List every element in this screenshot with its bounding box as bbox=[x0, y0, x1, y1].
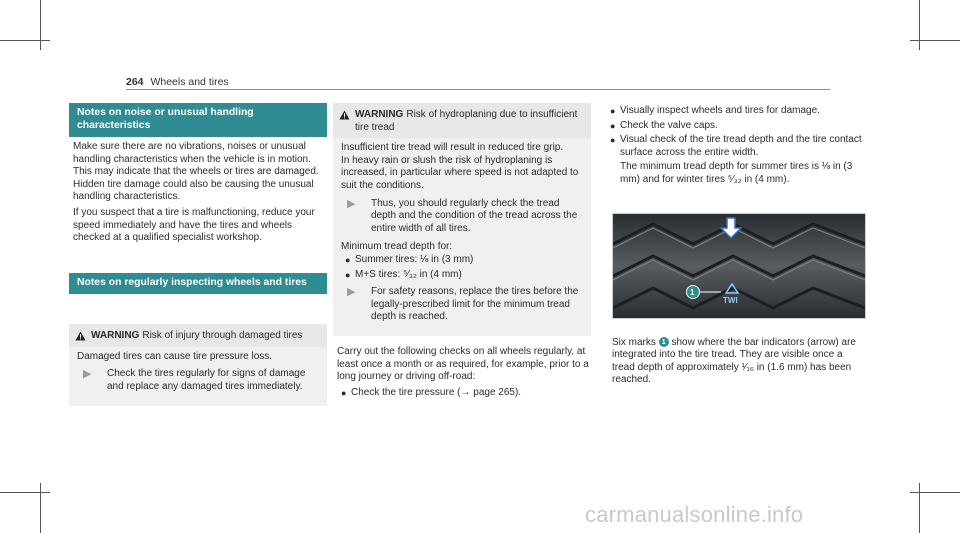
min-depth-label: Minimum tread depth for: bbox=[341, 241, 453, 253]
checks-list bbox=[337, 387, 589, 400]
watermark: carmanualsonline.info bbox=[585, 502, 804, 527]
bullet-icon: ● bbox=[345, 269, 351, 280]
warning-header bbox=[69, 324, 327, 347]
section-body-noise bbox=[69, 137, 327, 245]
crop-mark bbox=[40, 0, 41, 50]
warning-box-injury bbox=[69, 324, 327, 405]
paragraph: Make sure there are no vibrations, noises or unusual handling characteristics when the vehicle is in motion. This may indicate that the wheels or tires are damaged. Hidden tire damage could also be causing the unusual handling characteristics. bbox=[73, 141, 319, 203]
checks-section bbox=[333, 336, 591, 399]
warning-text: Damaged tires can cause tire pressure loss. bbox=[77, 350, 273, 362]
marker-1-icon: 1 bbox=[659, 337, 669, 347]
action-tip bbox=[77, 368, 321, 393]
tip-text: Thus, you should regularly check the tread depth and the condition of the tread across the entire width of all tires. bbox=[371, 197, 578, 234]
tip-text: Check the tires regularly for signs of damage and replace any damaged tires immediately. bbox=[107, 368, 306, 393]
page-header-title: Wheels and tires bbox=[150, 76, 229, 88]
crop-mark bbox=[40, 483, 41, 533]
crop-mark bbox=[910, 492, 960, 493]
warning-body bbox=[333, 138, 591, 336]
tire-tread-illustration bbox=[613, 214, 865, 318]
min-depth-list bbox=[341, 254, 585, 281]
list-item: ● Visually inspect wheels and tires for damage. bbox=[610, 105, 820, 116]
warning-text: In heavy rain or slush the risk of hydroplaning is increased, in particular where speed is not adapted to suit the conditions. bbox=[341, 154, 579, 191]
header-divider bbox=[126, 89, 830, 90]
column-right bbox=[606, 103, 868, 387]
paragraph: Carry out the following checks on all wheels regularly, at least once a month or as required, for example, prior to a long journey or driving off-road: bbox=[337, 345, 589, 383]
min-depth-text: The minimum tread depth for summer tires is ⅛ in (3 mm) and for winter tires ⁵⁄₃₂ in (4 mm). bbox=[620, 161, 853, 185]
crop-mark bbox=[919, 0, 920, 50]
bullet-icon: ● bbox=[345, 254, 351, 265]
warning-triangle-icon bbox=[75, 330, 91, 343]
crop-mark bbox=[919, 483, 920, 533]
arrow-right-icon: ▶ bbox=[347, 197, 356, 210]
warning-heading: Risk of hydroplaning due to insufficient tire tread bbox=[355, 109, 578, 133]
list-item: ● Check the tire pressure (→ page 265). bbox=[341, 386, 522, 398]
bullet-icon: ● bbox=[610, 135, 616, 146]
warning-heading: Risk of injury through damaged tires bbox=[142, 330, 303, 342]
column-middle bbox=[333, 103, 591, 401]
photo-caption: Six marks 1 show where the bar indicators (arrow) are integrated into the tire tread. They are visible once a tread depth of approximately ¹⁄₁₆ in (1.6 mm) has been reached. bbox=[612, 336, 856, 386]
section-title-noise: Notes on noise or unusual handling characteristics bbox=[69, 103, 327, 137]
column-left bbox=[69, 103, 327, 406]
list-item: ● Summer tires: ⅛ in (3 mm) bbox=[345, 253, 474, 265]
bullet-icon: ● bbox=[610, 120, 616, 131]
arrow-right-icon: ▶ bbox=[83, 368, 92, 381]
list-item: ● Visual check of the tire tread depth and the tire contact surface across the entire width. bbox=[610, 134, 862, 158]
warning-text: Insufficient tire tread will result in reduced tire grip. bbox=[341, 142, 564, 154]
warning-body bbox=[69, 347, 327, 406]
tire-tread-photo bbox=[612, 213, 866, 319]
bullet-icon: ● bbox=[341, 387, 347, 398]
warning-label: WARNING bbox=[355, 109, 404, 120]
page-header bbox=[126, 76, 229, 88]
crop-mark bbox=[910, 40, 960, 41]
crop-mark bbox=[0, 40, 50, 41]
twi-label: TWI bbox=[723, 295, 738, 305]
section-title-inspecting: Notes on regularly inspecting wheels and tires bbox=[69, 273, 327, 295]
warning-header bbox=[333, 103, 591, 138]
tip-text: For safety reasons, replace the tires before the legally-prescribed limit for the minimum tread depth is reached. bbox=[371, 286, 579, 323]
warning-box-hydroplaning bbox=[333, 103, 591, 336]
page-number: 264 bbox=[126, 76, 144, 88]
paragraph: If you suspect that a tire is malfunctioning, reduce your speed immediately and have the tires and wheels checked at a qualified specialist workshop. bbox=[73, 206, 315, 244]
list-item: ● M+S tires: ⁵⁄₃₂ in (4 mm) bbox=[345, 268, 462, 280]
photo-marker-1: 1 bbox=[690, 287, 695, 297]
checks-list-continued bbox=[606, 103, 868, 159]
list-item: ● Check the valve caps. bbox=[610, 119, 718, 131]
bullet-icon: ● bbox=[610, 106, 616, 116]
warning-triangle-icon bbox=[339, 109, 355, 134]
arrow-right-icon: ▶ bbox=[347, 286, 356, 299]
action-tip bbox=[341, 286, 585, 324]
warning-label: WARNING bbox=[91, 330, 140, 342]
action-tip bbox=[341, 198, 585, 236]
crop-mark bbox=[0, 492, 50, 493]
